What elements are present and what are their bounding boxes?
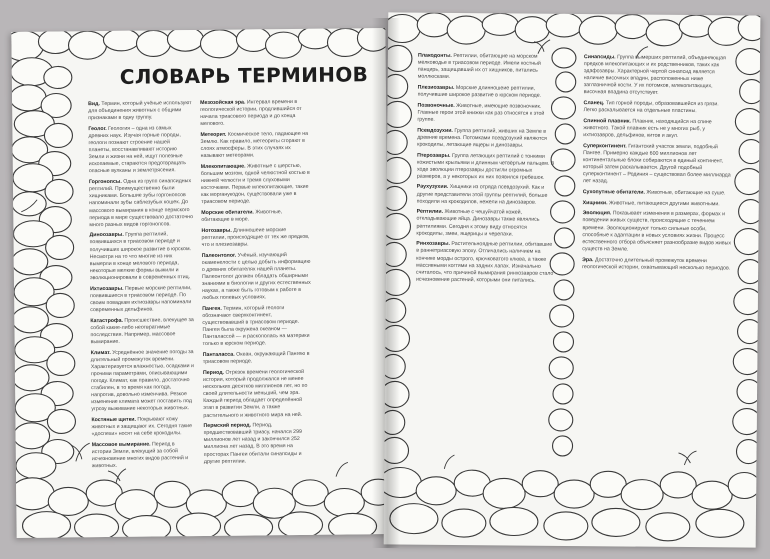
glossary-entry (417, 127, 555, 149)
glossary-entry (89, 178, 194, 229)
glossary-entry (417, 102, 555, 124)
glossary-definition: Животные с чешуйчатой кожей, откладывающие яйца. Динозавры также являлись рептилиями. Сегодня к этому виду относятся крокодилы, змеи, ящерицы и черепахи. (416, 209, 540, 238)
glossary-column-1 (88, 100, 196, 474)
glossary-definition: Геология – одна из самых древних наук. Изучая горные породы, геологи познают строение нашей планеты, восстанавливают историю Земли и жизни на ней, ищут полезные ископаемые, стараются предотвращать опасные вулканы и землетрясения. (88, 125, 187, 175)
glossary-definition: Космическое тело, падающее на Землю. Как правило, метеориты сгорают в слоях атмосферы. В этих случаях их называют метеорами. (200, 130, 309, 160)
glossary-definition: Первые морские рептилии, появившиеся в триасовом периоде. По своим повадкам ихтиозавры напоминали современных дельфинов. (90, 284, 192, 314)
glossary-entry (92, 441, 196, 470)
glossary-definition: Животные, питающиеся другими животными. (607, 199, 720, 207)
glossary-definition: Животные, обитающие на суше. (644, 189, 726, 197)
glossary-entry (582, 257, 732, 272)
glossary-definition: Интервал времени в геологической истории, продлившийся от начала триасового периода и до конца мелового. (200, 98, 302, 128)
page-title: СЛОВАРЬ ТЕРМИНОВ (119, 62, 369, 89)
glossary-entry (203, 351, 313, 366)
glossary-term: Вид. (88, 101, 100, 108)
glossary-definition: Группа рептилий, появившихся в триасовом периоде и получивших широкое развитие в юрском. Несмотря на то что многие из них вымерли в конце мелового периода, некоторые мелкие формы выжили и эволюционировали в современных птиц. (89, 231, 192, 282)
glossary-definition: Морские длинношеие рептилии, получившие широкое развитие в юрском периоде. (417, 84, 542, 99)
glossary-definition: Учёный, изучающий окаменелости с целью добыть информацию о древних обитателях нашей планеты. Палеонтолог должен обладать обширными знаниями в биологии и других естественных науках, а также быть готовым к работе в любых полевых условиях. (201, 251, 311, 302)
glossary-term: Хищники. (582, 199, 608, 206)
glossary-entry (416, 241, 554, 285)
glossary-term: Сухопутные обитатели. (582, 189, 646, 196)
glossary-entry (201, 227, 311, 249)
glossary-term: Горгонопсы. (88, 178, 122, 186)
glossary-term: Плакодонты. (417, 52, 452, 59)
glossary-term: Морские обитатели. (201, 209, 254, 217)
glossary-entry (583, 143, 733, 187)
glossary-term: Костяные щитки. (91, 416, 136, 424)
glossary-term: Диноозавры. (89, 232, 124, 239)
glossary-definition: Термин, который учёные используют для объединения животных с общими признаками в одну группу. (88, 100, 192, 122)
glossary-term: Птерозавры. (417, 152, 451, 159)
glossary-column-4 (582, 54, 734, 276)
glossary-entry (417, 184, 555, 206)
glossary-definition: Хищники из отряда псевдозухий. Как и другие представители этой группы рептилий, больше походили на крокодилов, нежели на динозавров. (416, 184, 548, 206)
glossary-entry (583, 200, 733, 208)
glossary-term: Геолог. (88, 125, 107, 133)
glossary-definition: Происшествие, влекущее за собой какие-либо неотвратимые последствия. Например, массовое вымирание. (90, 316, 194, 346)
glossary-definition: Гигантский участок земли, подобный Пангее. Примерно каждые 600 миллионов лет континентальные блоки собираются в единый континент, который затем раскалывается. Другой подобный суперконтинент – Родиния – существовал более миллиарда лет назад. (582, 143, 731, 185)
glossary-entry (88, 100, 192, 122)
glossary-entry (582, 210, 732, 254)
glossary-definition: Животные с шерстью, большим мозгом, одной челюстной костью в нижней челюсти и тремя слуховыми косточками. Первые млекопитающие, такие как морганукодон, существовали уже в триасовом периоде. (200, 162, 310, 206)
glossary-term: Мезозойская эра. (200, 99, 246, 106)
glossary-definition: Океан, окружающий Пангею в триасовом периоде. (202, 351, 310, 366)
glossary-definition: Рептилии, обитающие на морском мелководье в триасовом периоде. Имели костный панцирь, защищавший их от хищников, питались моллюсками. (417, 52, 541, 81)
glossary-term: Суперконтинент. (583, 142, 627, 150)
glossary-definition: Длинношеие морские рептилии, происходящие от тех же предков, что и плезиозавры. (201, 226, 310, 249)
glossary-definition: Растительноядные рептилии, обитавшие в раннетриасовую эпоху. Отличались наличием на кончике морды острого, крючковатого клюва, а также массивными когтями на задних лапах. Изначально считалось, что причиной вымирания ринхозавров стало исчезновение растений, которыми они питались. (415, 241, 554, 284)
glossary-entry (584, 54, 734, 98)
glossary-definition: Отрезок времени геологической истории, который продолжался не менее нескольких десятков миллионов лет, но по своей длительности меньший, чем эра. Каждый период обладает определённой этап в развитии Земли, а также растительного и животного мира на ней. (202, 368, 308, 419)
glossary-entry (201, 163, 311, 207)
glossary-term: Метеорит. (200, 131, 227, 138)
glossary-entry (91, 416, 195, 438)
glossary-entry (583, 100, 733, 115)
glossary-entry (583, 118, 733, 141)
glossary-term: Плезиозавры. (417, 84, 455, 91)
glossary-definition: Термин, который геологи обозначают сверхконтинент, существовавший в триасовом периоде. Пангея была окружена океаном — Панталассой — и раскололась на материки только в юрском периоде. (202, 305, 310, 348)
glossary-term: Сланец. (583, 100, 605, 107)
glossary-term: Млекопитающие. (200, 163, 246, 170)
glossary-column-2 (200, 99, 314, 469)
glossary-entry (89, 231, 194, 282)
glossary-entry (418, 85, 556, 100)
glossary-entry (90, 317, 194, 346)
glossary-entry (88, 125, 193, 176)
glossary-definition: Животные, обитающие в море. (201, 209, 283, 224)
glossary-term: Катастрофа. (90, 317, 123, 324)
glossary-term: Эра. (582, 256, 594, 263)
glossary-term: Ринхозавры. (416, 240, 451, 248)
glossary-term: Пермский период. (203, 422, 252, 430)
glossary-term: Панталасса. (202, 351, 235, 359)
glossary-definition: Покрывают кожу животных и защищают их. Сегодня такие «доспехи» носят на себе крокодилы. (91, 416, 193, 438)
glossary-entry (583, 189, 733, 197)
glossary-term: Спинной плавник. (583, 118, 631, 125)
glossary-term: Позвоночные. (417, 102, 455, 109)
glossary-term: Рептилии. (416, 208, 444, 216)
glossary-term: Палеонтолог. (201, 252, 237, 259)
right-page (384, 12, 761, 547)
glossary-entry (90, 285, 194, 314)
glossary-entry (202, 305, 312, 349)
glossary-term: Нотозавры. (201, 227, 232, 234)
glossary-entry (201, 209, 311, 224)
glossary-definition: Период, предшествовавший триасу, начался 299 миллионов лет назад и закончился 252 миллиона лет назад. В это время на просторах Пангеи обитали синапсиды и другие рептилии. (203, 422, 302, 465)
glossary-definition: Одна из групп синапсидных рептилий. Преимущественно были хищниками. Большие зубы горгонопсов напоминали зубы саблезубых кошек. До массового вымирания в конце пермского периода в мире существовало достаточно много разных видов горгонопсов. (88, 178, 194, 228)
glossary-definition: Тип горной породы, образовавшейся из грязи. Легко раскалывается на отдельные пластины. (583, 100, 719, 115)
glossary-term: Климат. (90, 349, 111, 356)
glossary-entry (416, 209, 554, 239)
glossary-definition: Плавник, находящийся на спине животного. Такой плавник есть не у многих рыб, у ихтиозавров, дельфинов, китов и акул. (583, 118, 712, 140)
glossary-definition: Группа вымерших рептилий, объединяющая предков млекопитающих и их родственников, таких как эдафозавры. Характерной чертой синапсид является наличие височных впадин, расположенных ниже заглазничной кости. У их потомков, млекопитающих, височная впадина отсутствует. (583, 54, 726, 97)
glossary-term: Период. (202, 369, 225, 376)
glossary-definition: Усреднённое значение погоды за длительный промежуток времени. Характеризуется влажностью, осадками и прочими параметрами, описывающими погоду. Климат, как правило, достаточно стабилен, в то время как погода, напротив, довольно изменчива. Резкое изменение климата может поставить под угрозу выживание некоторых животных. (90, 348, 194, 413)
glossary-entry (200, 131, 310, 161)
glossary-term: Синапсиды. (583, 54, 616, 61)
glossary-term: Массовое вымирание. (91, 441, 151, 449)
glossary-entry (202, 252, 313, 303)
glossary-definition: Животные, имеющие позвоночник. Главные герои этой книжки как раз относятся к этой группе. (417, 102, 545, 123)
glossary-entry (203, 369, 314, 420)
glossary-definition: Период в истории Земли, влекущий за собой исчезновение многих видов растений и животных. (91, 441, 189, 470)
glossary-definition: Достаточно длительный промежуток времени геологической истории, охватывающий несколько периодов. (582, 256, 731, 271)
glossary-term: Псевдозухии. (417, 127, 453, 134)
glossary-column-3 (416, 53, 556, 289)
glossary-definition: Группа рептилий, живших на Земле в древние времена. Потомками псевдозухий являются крокодилы, летающие ящеры и динозавры. (417, 127, 547, 149)
glossary-term: Пангея. (202, 305, 222, 312)
left-page (11, 28, 390, 538)
glossary-term: Эволюция. (582, 210, 612, 217)
glossary-entry (417, 152, 555, 182)
glossary-entry (418, 53, 556, 83)
glossary-definition: Группа летающих рептилий с тонкими кожистыми крыльями и длинным четвёртым пальцем. В ходе эволюции птерозавры достигли огромных размеров, а у некоторых их них появился гребешок. (416, 152, 555, 181)
glossary-definition: Показывает изменения в размерах, формах и поведении живых существ, происходящие с течением времени. Эволюционируют только сильные особи, способные к адаптации в новых условиях жизни. Процесс естественного отбора объясняет разнообразие видов живых существ на Земле. (582, 210, 732, 253)
glossary-entry (91, 349, 196, 414)
glossary-term: Раухузухии. (416, 184, 449, 191)
glossary-term: Ихтиозавры. (90, 285, 124, 292)
glossary-entry (200, 99, 310, 129)
glossary-entry (203, 422, 313, 466)
